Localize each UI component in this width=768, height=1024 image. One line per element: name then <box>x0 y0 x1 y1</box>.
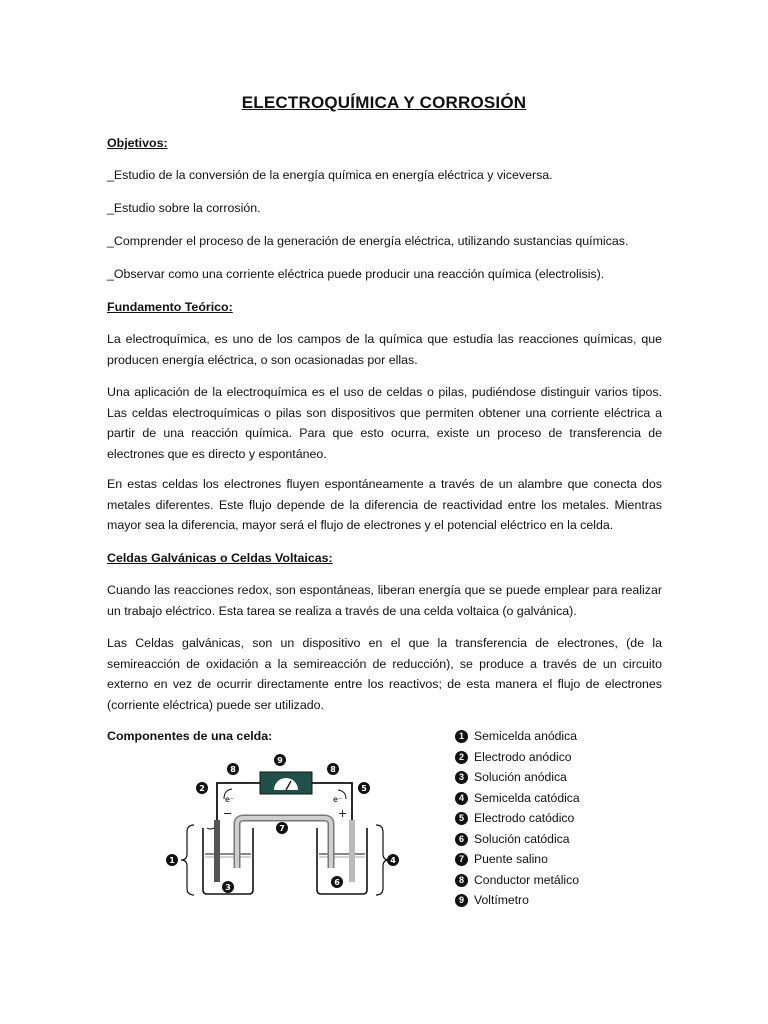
marker-1 <box>166 854 178 866</box>
legend-label: Voltímetro <box>474 893 529 907</box>
marker-9 <box>274 754 286 766</box>
legend-label: Puente salino <box>474 852 548 866</box>
legend-label: Semicelda catódica <box>474 790 580 805</box>
marker-3 <box>222 881 234 893</box>
legend-number: 2 <box>455 751 468 764</box>
anode-electrode <box>214 820 220 882</box>
marker-label: 3 <box>225 883 231 892</box>
cathode-electrode <box>349 820 355 882</box>
legend-number: 3 <box>455 771 468 784</box>
legend-item <box>455 870 580 891</box>
components-heading: Componentes de una celda: <box>107 729 273 743</box>
marker-5 <box>358 782 370 794</box>
objective-item-2: _Estudio sobre la corrosión. <box>107 201 261 215</box>
objective-item-4: _Observar como una corriente eléctrica puede producir una reacción química (electrolisis). <box>107 267 605 281</box>
document-title: ELECTROQUÍMICA Y CORROSIÓN <box>241 93 527 112</box>
legend-item <box>455 849 580 870</box>
marker-4 <box>387 854 399 866</box>
legend-item <box>455 747 580 768</box>
legend-item <box>455 767 580 788</box>
galvanic-cell-diagram <box>160 750 410 900</box>
marker-8-left <box>227 763 239 775</box>
theory-heading: Fundamento Teórico: <box>107 300 233 314</box>
theory-paragraph-2: Una aplicación de la electroquímica es el uso de celdas o pilas, pudiéndose distinguir varios tipos. Las celdas electroquímicas o pilas son dispositivos que permiten obtener una corriente eléctrica a partir de una reacción química. Para que esto ocurra, existe un proceso de transferencia de electrones que es directo y espontáneo. <box>107 385 662 461</box>
anode-lip <box>207 828 214 829</box>
marker-label: 2 <box>199 784 205 793</box>
legend-label: Electrodo anódico <box>474 749 572 764</box>
marker-7 <box>276 822 288 834</box>
marker-8-right <box>327 763 339 775</box>
galvanic-heading: Celdas Galvánicas o Celdas Voltaicas: <box>107 551 333 565</box>
marker-label: 8 <box>230 765 236 774</box>
marker-label: 7 <box>279 824 285 833</box>
theory-paragraph-3: En estas celdas los electrones fluyen espontáneamente a través de un alambre que conecta dos metales diferentes. Este flujo depende de la diferencia de reactividad entre los metales. Mientras mayor sea la diferencia, mayor será el flujo de electrones y el potencial eléctrico en la celda. <box>107 477 662 533</box>
legend-item <box>455 788 580 809</box>
marker-label: 6 <box>334 878 340 887</box>
legend-item <box>455 808 580 829</box>
legend-label: Conductor metálico <box>474 872 579 887</box>
electron-label-right: e⁻ <box>333 795 343 804</box>
legend-number: 6 <box>455 833 468 846</box>
legend-number: 1 <box>455 730 468 743</box>
theory-paragraph-1: La electroquímica, es uno de los campos de la química que estudia las reacciones químicas, que producen energía eléctrica, o son ocasionadas por ellas. <box>107 332 662 367</box>
legend-label: Semicelda anódica <box>474 729 577 743</box>
plus-sign: + <box>338 807 348 820</box>
marker-label: 8 <box>330 765 336 774</box>
components-legend <box>455 726 580 911</box>
galvanic-paragraph-2: Las Celdas galvánicas, son un dispositivo en el que la transferencia de electrones, (de la semireacción de oxidación a la semireacción de reducción), se produce a través de un circuito externo en vez de ocurrir directamente entre los reactivos; de esta manera el flujo de electrones (corriente eléctrica) puede ser utilizado. <box>107 636 662 712</box>
legend-label: Solución anódica <box>474 770 567 784</box>
legend-number: 8 <box>455 874 468 887</box>
electron-label-left: e⁻ <box>225 795 235 804</box>
objective-item-1: _Estudio de la conversión de la energía química en energía eléctrica y viceversa. <box>107 168 553 182</box>
marker-label: 1 <box>169 856 175 865</box>
marker-label: 9 <box>277 756 283 765</box>
legend-number: 7 <box>455 853 468 866</box>
legend-label: Solución catódica <box>474 831 570 846</box>
legend-number: 4 <box>455 792 468 805</box>
minus-sign: − <box>223 807 233 820</box>
marker-6 <box>331 876 343 888</box>
legend-number: 9 <box>455 894 468 907</box>
anode-halfcell-brace <box>181 825 194 895</box>
legend-number: 5 <box>455 812 468 825</box>
marker-label: 5 <box>361 784 367 793</box>
objective-item-3: _Comprender el proceso de la generación de energía eléctrica, utilizando sustancias químicas. <box>107 234 629 248</box>
marker-label: 4 <box>390 856 396 865</box>
legend-item <box>455 890 580 911</box>
galvanic-paragraph-1: Cuando las reacciones redox, son espontáneas, liberan energía que se puede emplear para realizar un trabajo eléctrico. Esta tarea se realiza a través de una celda voltaica (o galvánica). <box>107 583 662 618</box>
legend-label: Electrodo catódico <box>474 811 575 825</box>
legend-item <box>455 726 580 747</box>
marker-2 <box>196 782 208 794</box>
legend-item <box>455 829 580 850</box>
objectives-heading: Objetivos: <box>107 136 168 150</box>
